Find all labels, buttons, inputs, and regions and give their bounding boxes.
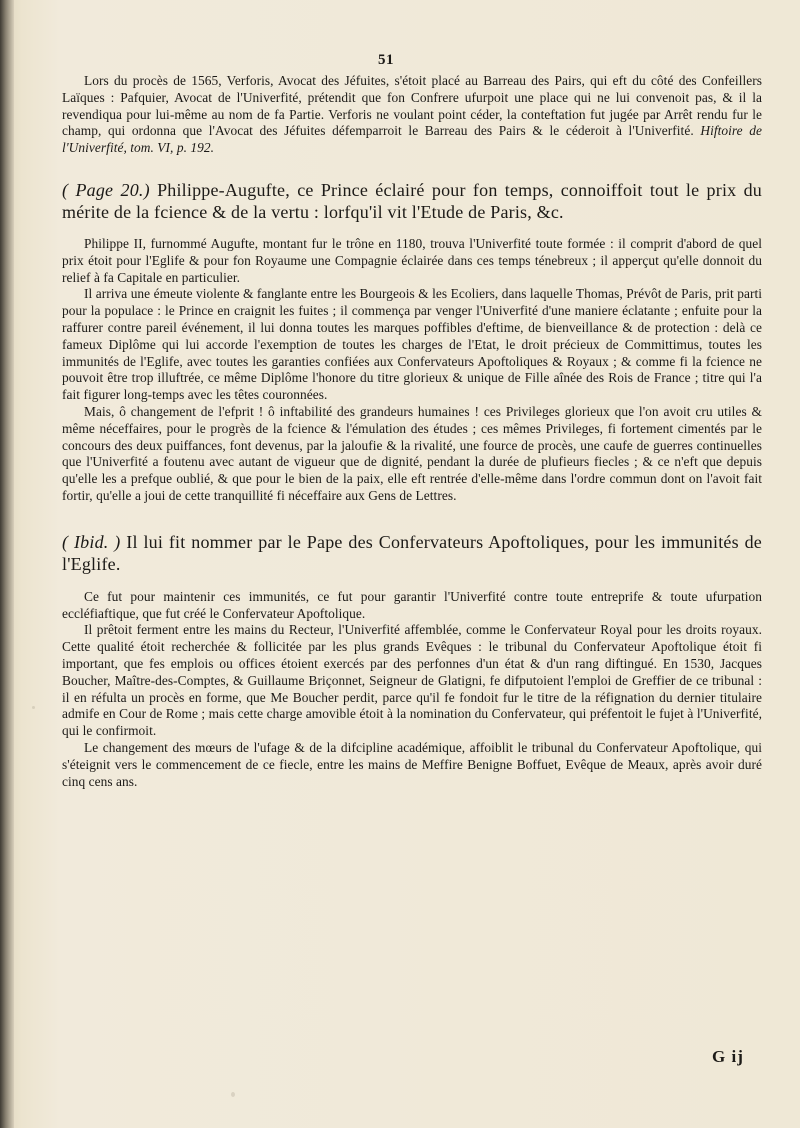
page-reference: ( Ibid. ): [62, 531, 121, 552]
note-heading-text: Philippe-Augufte, ce Prince éclairé pour fon temps, connoiffoit tout le prix du mérite de la fcience & de la vertu : lorfqu'il vit l'Etude de Paris, &c.: [62, 179, 762, 222]
signature-mark: G ij: [712, 1047, 744, 1066]
ink-speck: [32, 706, 35, 709]
paragraph: Il arriva une émeute violente & fanglante entre les Bourgeois & les Ecoliers, dans laquelle Thomas, Prévôt de Paris, prit parti pour la populace : le Prince en craignit les fuites ; il commença par venger l'Univerfité d'une maniere éclatante ; enfuite pour la raffurer contre pareil événement, il lui donna toutes les marques poffibles d'eftime, de bienveillance & de protection : delà ce fameux Diplôme qui lui accorde l'exemption de toutes les charges de l'Etat, le droit précieux de Committimus, toutes les immunités de l'Eglife, avec toutes les garanties confiées aux Confervateurs Apoftoliques & Royaux ; & comme fi la fcience ne pouvoit être trop illuftrée, ce même Diplôme l'honore du titre glorieux & unique de Fille aînée des Rois de France ; titre qui l'a fait figurer long-temps avec les têtes couronnées.: [62, 286, 762, 403]
page-number: 51: [378, 52, 394, 68]
citation: Hiftoire de l'Univerfité, tom. VI, p. 192.: [62, 123, 762, 156]
page-reference: ( Page 20.): [62, 179, 150, 200]
paragraph: Ce fut pour maintenir ces immunités, ce fut pour garantir l'Univerfité contre toute entreprife & toute ufurpation eccléfiaftique, que fut créé le Confervateur Apoftolique.: [62, 588, 762, 621]
note-heading-text: Il lui fit nommer par le Pape des Confervateurs Apoftoliques, pour les immunités de l'Eglife.: [62, 531, 762, 574]
binding-gutter: [0, 0, 14, 1128]
paragraph-text: Lors du procès de 1565, Verforis, Avocat des Jéfuites, s'étoit placé au Barreau des Pairs, qui eft du côté des Confeillers Laïques : Pafquier, Avocat de l'Univerfité, prétendit que fon Confrere ufurpoit une place qui ne lui convenoit pas, & il la revendiqua pour lui-même au nom de fa Partie. Verforis ne voulant point céder, la conteftation fut jugée par Arrêt rendu fur le champ, qui ordonna que l'Avocat des Jéfuites défemparroit le Barreau des Pairs & le céderoit à l'Univerfité.: [62, 73, 762, 139]
note-heading: [62, 531, 762, 575]
text-column: [62, 73, 762, 790]
paragraph: Le changement des mœurs de l'ufage & de la difcipline académique, affoiblit le tribunal du Confervateur Apoftolique, qui s'éteignit vers le commencement de ce fiecle, entre les mains de Meffire Benigne Boffuet, Evêque de Meaux, après avoir duré cinq cens ans.: [62, 739, 762, 789]
paragraph: Philippe II, furnommé Augufte, montant fur le trône en 1180, trouva l'Univerfité toute formée : il comprit d'abord de quel prix étoit pour l'Eglife & pour fon Royaume une Compagnie éclairée dans ces temps ténebreux ; il apperçut qu'elle donnoit du relief à fa Capitale en particulier.: [62, 235, 762, 285]
paragraph: Il prêtoit ferment entre les mains du Recteur, l'Univerfité affemblée, comme le Confervateur Royal pour les droits royaux. Cette qualité étoit recherchée & follicitée par les plus grands Evêques : le tribunal du Confervateur Apoftolique étoit fi important, que fes emplois ou offices étoient exercés par des perfonnes d'un état & d'un rang diftingué. En 1530, Jacques Boucher, Maître-des-Comptes, & Guillaume Briçonnet, Seigneur de Glatigni, fe difputoient l'emploi de Greffier de ce tribunal : il en réfulta un procès en forme, que Me Boucher perdit, parce qu'il fe fondoit fur le titre de la réfignation du dernier titulaire admife en Cour de Rome ; mais cette charge amovible étoit à la nomination du Confervateur, qui préfentoit le fujet à l'Univerfité, qui le confirmoit.: [62, 622, 762, 739]
ink-speck: [231, 1092, 235, 1097]
paragraph: Mais, ô changement de l'efprit ! ô inftabilité des grandeurs humaines ! ces Privileges glorieux que l'on avoit cru utiles & même néceffaires, pour le progrès de la fcience & l'émulation des études ; ces mêmes Privileges, fi fortement cimentés par le concours des deux puiffances, font devenus, par la jaloufie & la rivalité, une fource de procès, une caufe de guerres continuelles que l'Univerfité a foutenu avec autant de vigueur que de dignité, pendant la durée de plufieurs fiecles ; & ce n'eft que depuis qu'elle les a prefque oublié, & que pour le bien de la paix, elle eft rentrée d'elle-même dans l'ordre commun dont on l'avoit fait fortir, qu'elle a joui de cette tranquillité fi néceffaire aux Gens de Lettres.: [62, 403, 762, 503]
note-heading: [62, 179, 762, 223]
paragraph-verforis: [62, 73, 762, 157]
